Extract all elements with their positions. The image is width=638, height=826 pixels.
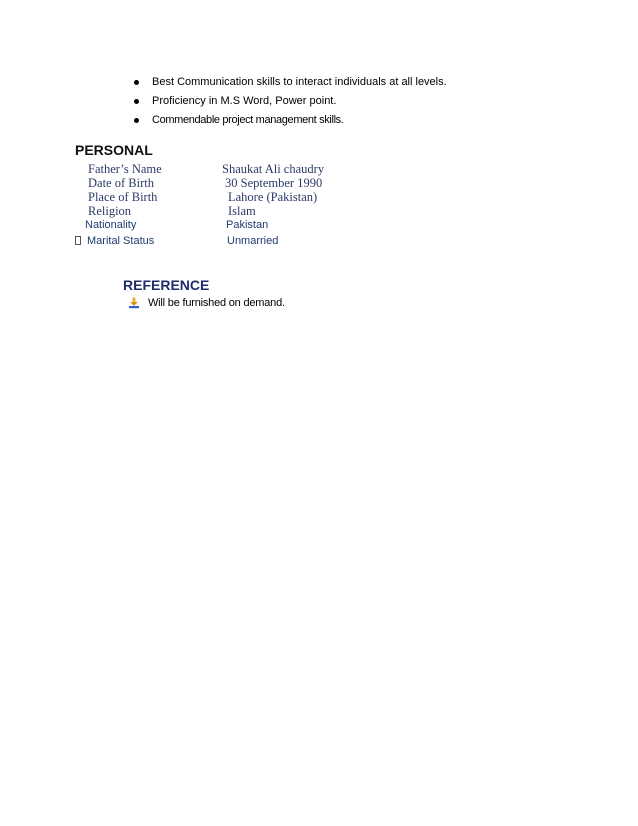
personal-row-religion (0, 204, 638, 218)
missing-glyph-icon (75, 236, 81, 245)
field-value: Pakistan (226, 219, 269, 231)
field-label: Religion (88, 204, 132, 218)
field-value: Unmarried (227, 235, 279, 247)
reference-text: Will be furnished on demand. (148, 297, 285, 309)
field-label: Nationality (85, 219, 137, 231)
field-value: Shaukat Ali chaudry (222, 162, 325, 176)
personal-row-fathers-name (0, 162, 638, 176)
field-value: Lahore (Pakistan) (228, 190, 318, 204)
download-arrow-icon (128, 297, 140, 309)
personal-row-date-of-birth (0, 176, 638, 190)
reference-heading: REFERENCE (123, 277, 210, 293)
list-item: Commendable project management skills. (132, 111, 447, 130)
personal-heading: PERSONAL (75, 142, 153, 158)
personal-row-marital-status (0, 234, 638, 248)
personal-row-nationality (0, 218, 638, 232)
field-label: Marital Status (87, 235, 155, 247)
list-item: Proficiency in M.S Word, Power point. (132, 92, 447, 111)
field-label: Place of Birth (88, 190, 158, 204)
field-value: 30 September 1990 (225, 176, 323, 190)
skills-list (132, 73, 447, 130)
list-item: Best Communication skills to interact individuals at all levels. (132, 73, 447, 92)
personal-row-place-of-birth (0, 190, 638, 204)
field-label: Father’s Name (88, 162, 162, 176)
field-value: Islam (228, 204, 256, 218)
field-label: Date of Birth (88, 176, 154, 190)
